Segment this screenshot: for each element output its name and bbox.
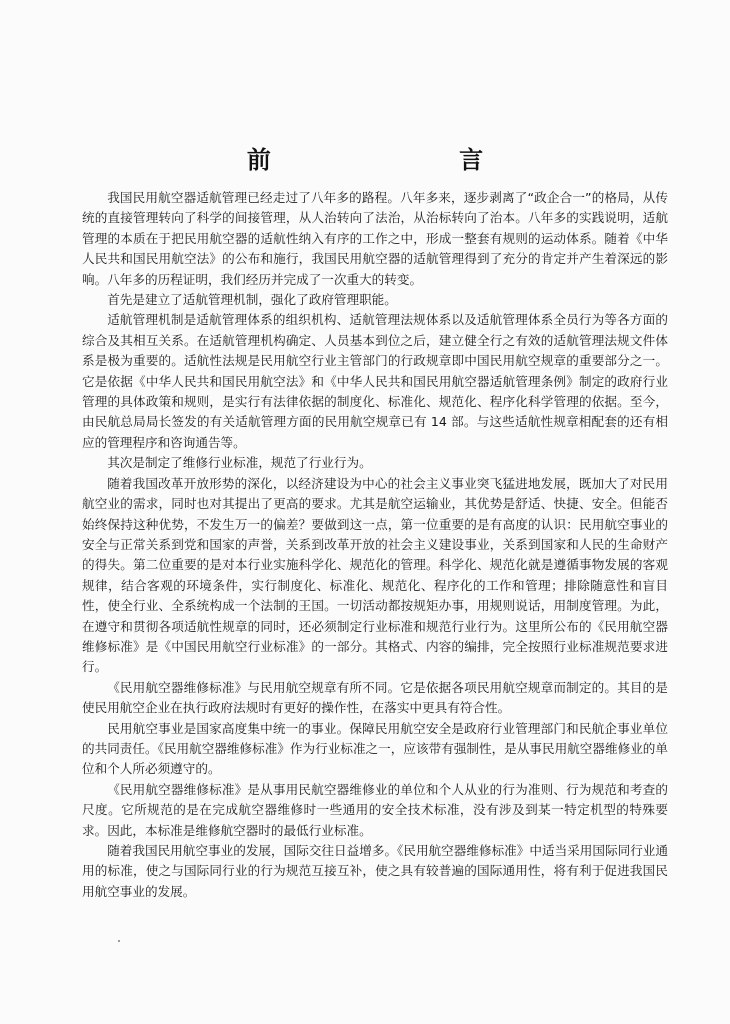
- paragraph: 其次是制定了维修行业标准，规范了行业行为。: [107, 455, 372, 471]
- page-title: 前 言: [246, 145, 574, 174]
- paragraph: 随着我国改革开放形势的深化，以经济建设为中心的社会主义事业突飞猛进地发展，既加大了对民用航空业的需求，同时也对其提出了更高的要求。尤其是航空运输业，其优势是舒适、快捷、安全。但能否始终保持这种优势，不发生万一的偏差？要做到这一点，第一位重要的是有高度的认识：民用航空事业的安全与正常关系到党和国家的声誉，关系到改革开放的社会主义建设事业，关系到国家和人民的生命财产的得失。第二位重要的是对本行业实施科学化、规范化的管理。科学化、规范化就是遵循事物发展的客观规律，结合客观的环境条件，实行制度化、标准化、规范化、程序化的工作和管理；排除随意性和盲目性，使全行业、全系统构成一个法制的王国。一切活动都按规矩办事，用规则说话，用制度管理。为此，在遵守和贯彻各项适航性规章的同时，还必须制定行业标准和规范行业行为。这里所公布的《民用航空器维修标准》是《中国民用航空行业标准》的一部分。其格式、内容的编排，完全按照行业标准规范要求进行。: [82, 475, 668, 675]
- paragraph: 首先是建立了适航管理机制，强化了政府管理职能。: [107, 292, 397, 308]
- scan-speck: [118, 940, 120, 942]
- paragraph: 适航管理机制是适航管理体系的组织机构、适航管理法规体系以及适航管理体系全员行为等各方面的综合及其相互关系。在适航管理机构确定、人员基本到位之后，建立健全行之有效的适航管理法规文件体系是极为重要的。适航性法规是民用航空行业主管部门的行政规章即中国民用航空规章的重要部分之一。它是依据《中华人民共和国民用航空法》和《中华人民共和国民用航空器适航管理条例》制定的政府行业管理的具体政策和规则，是实行有法律依据的制度化、标准化、规范化、程序化科学管理的依据。至今，由民航总局局长签发的有关适航管理方面的民用航空规章已有 14 部。与这些适航性规章相配套的还有相应的管理程序和咨询通告等。: [82, 312, 668, 450]
- paragraph: 《民用航空器维修标准》是从事用民航空器维修业的单位和个人从业的行为准则、行为规范和考查的尺度。它所规范的是在完成航空器维修时一些通用的安全技术标准，没有涉及到某一特定机型的特殊要求。因此，本标准是维修航空器时的最低行业标准。: [82, 781, 668, 838]
- preface-body: [82, 188, 668, 902]
- paragraph: 民用航空事业是国家高度集中统一的事业。保障民用航空安全是政府行业管理部门和民航企事业单位的共同责任。《民用航空器维修标准》作为行业标准之一，应该带有强制性，是从事民用航空器维修业的单位和个人所必须遵守的。: [82, 720, 668, 777]
- paragraph: 我国民用航空器适航管理已经走过了八年多的路程。八年多来，逐步剥离了“政企合一”的格局，从传统的直接管理转向了科学的间接管理，从人治转向了法治，从治标转向了治本。八年多的实践说明，适航管理的本质在于把民用航空器的适航性纳入有序的工作之中，形成一整套有规则的运动体系。随着《中华人民共和国民用航空法》的公布和施行，我国民用航空器的适航管理得到了充分的肯定并产生着深远的影响。八年多的历程证明，我们经历并完成了一次重大的转变。: [82, 190, 668, 287]
- paragraph: 《民用航空器维修标准》与民用航空规章有所不同。它是依据各项民用航空规章而制定的。其目的是使民用航空企业在执行政府法规时有更好的操作性，在落实中更具有符合性。: [82, 679, 668, 716]
- paragraph: 随着我国民用航空事业的发展，国际交往日益增多。《民用航空器维修标准》中适当采用国际同行业通用的标准，使之与国际同行业的行为规范互接互补，使之具有较普遍的国际通用性，将有利于促进我国民用航空事业的发展。: [82, 843, 668, 899]
